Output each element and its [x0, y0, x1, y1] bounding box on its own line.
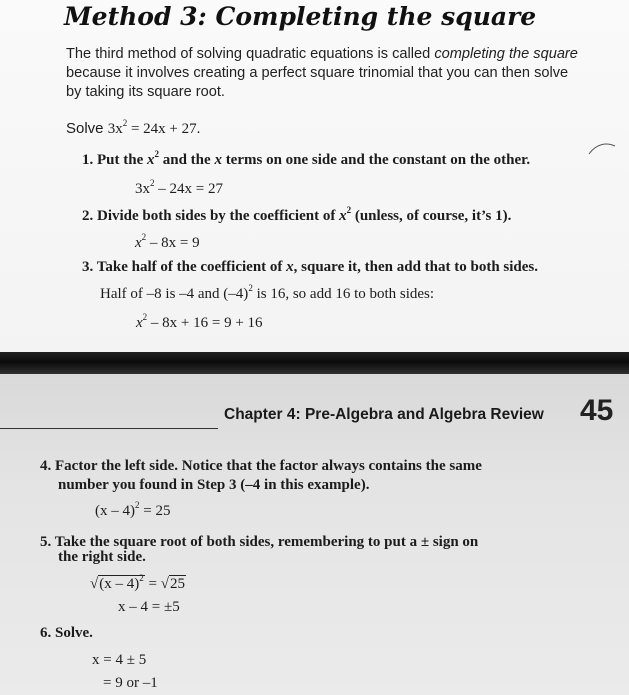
exponent: 2 [135, 500, 140, 510]
exponent: 2 [122, 118, 128, 128]
step-text: Take the square root of both sides, remembering to put a ± sign on [54, 534, 479, 550]
step-3-equation [136, 312, 263, 332]
step-text: and the [159, 152, 215, 168]
step-5-cont: the right side. [58, 549, 146, 565]
step-text: (unless, of course, it’s 1). [351, 208, 512, 224]
exponent: 2 [139, 573, 144, 583]
step-number: 2. [82, 208, 94, 224]
section-heading: Method 3: Completing the square [64, 2, 537, 31]
step-3-note [100, 283, 435, 303]
sqrt-symbol: √ [90, 576, 99, 592]
intro-paragraph [66, 45, 586, 102]
step-2-equation [135, 232, 200, 252]
equation-rest: – 8x + 16 = 9 + 16 [150, 315, 263, 331]
step-text: Solve. [55, 625, 93, 641]
intro-emphasis: completing the square [434, 46, 578, 62]
equation-rest: = 24x + 27. [130, 121, 201, 137]
sqrt-symbol-right: √ [160, 576, 169, 592]
step-4-cont: number you found in Step 3 (–4 in this example). [58, 477, 370, 493]
example-equation [107, 118, 201, 137]
exponent: 2 [154, 149, 159, 159]
intro-text-b: because it involves creating a perfect square trinomial that you can then solve by taking its square root. [66, 65, 569, 100]
step-5-radical-equation [90, 573, 186, 593]
step-6 [40, 625, 93, 642]
note-text: is 16, so add 16 to both sides: [252, 286, 435, 302]
step-4-equation [95, 500, 171, 520]
step-4 [40, 458, 482, 475]
step-text: Factor the left side. Notice that the factor always contains the same [55, 458, 482, 474]
var: x [214, 152, 222, 168]
step-number: 5. [40, 534, 52, 550]
step-number: 1. [82, 152, 94, 168]
exponent: 2 [346, 205, 352, 215]
var: x [135, 235, 142, 251]
var: x [136, 315, 143, 331]
exponent: 2 [142, 312, 148, 322]
equals: = [144, 576, 161, 592]
step-6-equation-1: x = 4 ± 5 [92, 652, 147, 668]
chapter-rule [0, 428, 218, 429]
step-number: 4. [40, 458, 52, 474]
equation-rest: – 24x = 27 [158, 181, 223, 197]
step-1-equation [135, 178, 223, 198]
chapter-title: Chapter 4: Pre-Algebra and Algebra Review [224, 406, 544, 423]
page-number: 45 [580, 394, 614, 427]
radicand-left [98, 575, 145, 592]
equation-rest: – 8x = 9 [149, 235, 200, 251]
exponent: 2 [141, 232, 147, 242]
var: x [286, 259, 294, 275]
radicand-right: 25 [169, 576, 185, 592]
exponent: 2 [248, 283, 253, 293]
step-3 [82, 259, 538, 276]
step-number: 6. [40, 625, 52, 641]
step-2 [82, 205, 512, 225]
step-1 [82, 149, 531, 169]
pencil-mark [588, 142, 616, 156]
step-5-equation-2: x – 4 = ±5 [118, 599, 180, 615]
step-text: Put the [97, 152, 147, 168]
step-text: , square it, then add that to both sides. [293, 259, 539, 275]
step-number: 3. [82, 259, 94, 275]
page-gutter [0, 352, 629, 374]
term: 3x [107, 121, 123, 137]
intro-text-a: The third method of solving quadratic equations is called [66, 46, 435, 62]
term: 3x [135, 181, 150, 197]
term: (x – 4) [95, 503, 135, 519]
step-text: Divide both sides by the coefficient of [97, 208, 340, 224]
equation-rest: = 25 [139, 503, 171, 519]
var: x [339, 208, 347, 224]
var: x [147, 152, 155, 168]
step-text: terms on one side and the constant on the other. [221, 152, 531, 168]
step-6-equation-2: = 9 or –1 [103, 675, 158, 691]
exponent: 2 [150, 178, 155, 188]
example-prompt [66, 120, 200, 138]
step-text: Take half of the coefficient of [96, 259, 287, 275]
note-text: Half of –8 is –4 and (–4) [100, 286, 249, 302]
radicand-text: (x – 4) [99, 576, 140, 592]
example-label: Solve [66, 120, 108, 137]
